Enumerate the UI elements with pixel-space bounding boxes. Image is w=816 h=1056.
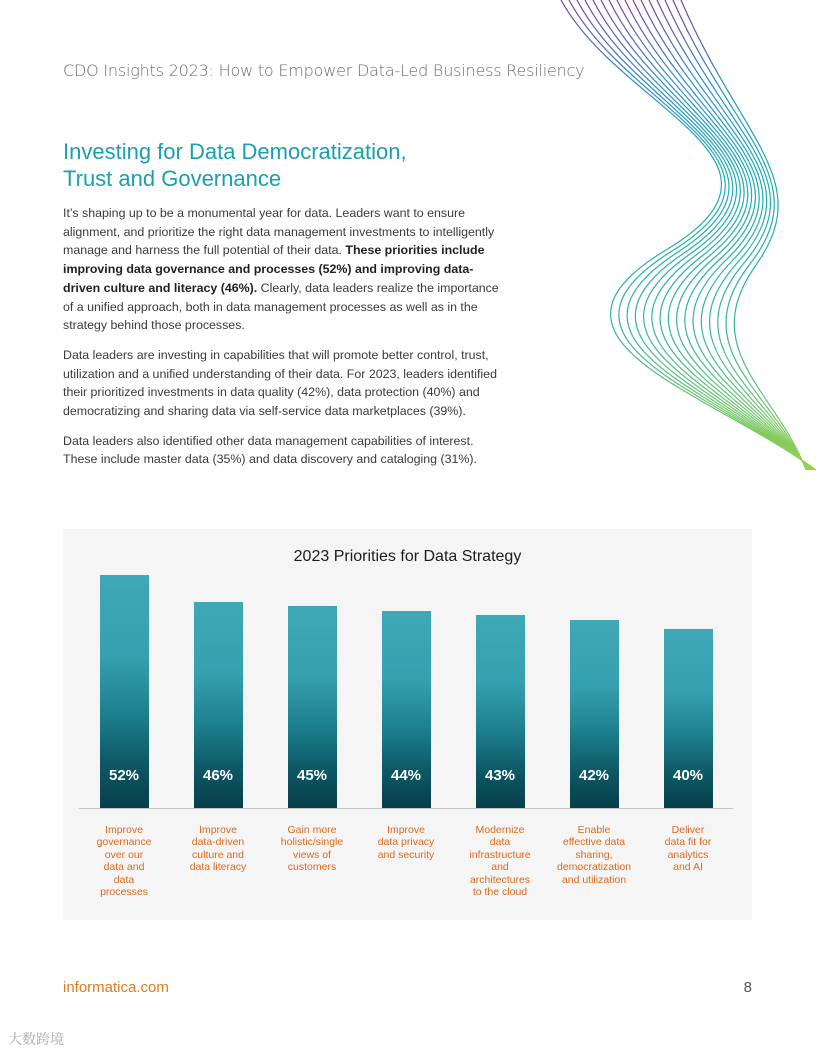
wave-line: [633, 0, 810, 470]
category-label-line: effective data: [562, 836, 626, 849]
bar-value-label: 43%: [484, 767, 516, 784]
section-title-line-1: Investing for Data Democratization,: [63, 139, 407, 164]
category-label-line: Improve: [199, 824, 237, 836]
category-label-line: infrastructure: [469, 848, 531, 861]
category-label-line: Modernize: [475, 824, 525, 836]
wave-line: [657, 0, 808, 470]
paragraph-3: Data leaders also identified other data management capabilities of interest. These include master data (35%) and data discovery and cataloging (31%).: [63, 433, 477, 467]
bar-value-label: 45%: [296, 767, 328, 784]
category-label-line: sharing,: [575, 848, 613, 861]
category-label-line: over our: [104, 848, 144, 861]
category-label-line: data and: [103, 861, 145, 874]
category-label-line: and AI: [673, 861, 703, 874]
category-label-line: democratization: [556, 861, 632, 874]
category-label-line: data privacy: [377, 836, 435, 849]
category-label-line: architectures: [469, 873, 531, 886]
section-title: [63, 138, 483, 192]
category-label-line: Improve: [387, 824, 425, 836]
bar-chart: [63, 529, 752, 920]
document-header: CDO Insights 2023: How to Empower Data-Led Business Resiliency: [63, 61, 585, 80]
category-label: [79, 824, 169, 898]
category-label: [267, 824, 357, 874]
category-label-line: data fit for: [664, 836, 712, 849]
category-label-line: analytics: [667, 848, 709, 861]
category-label: [455, 824, 545, 898]
category-label-line: culture and: [192, 848, 244, 861]
category-label-line: views of: [293, 848, 331, 861]
category-label-line: and: [491, 861, 509, 874]
category-label-line: data-driven: [191, 836, 245, 849]
category-label-line: Enable: [577, 824, 611, 836]
category-label-line: data literacy: [189, 861, 247, 874]
bar-value-label: 40%: [672, 767, 704, 784]
wave-line: [625, 0, 811, 470]
paragraph-2: Data leaders are investing in capabilities that will promote better control, trust, utilization and a unified understanding of their data. For 2023, leaders identified their prioritized investments in data quality (42%), data protection (40%) and democratizing and sharing data via self-service data marketplaces (39%).: [63, 347, 497, 419]
bar-value-label: 44%: [390, 767, 422, 784]
page-number: 8: [743, 979, 752, 996]
bar-value-label: 46%: [202, 767, 234, 784]
wave-line: [561, 0, 816, 470]
wave-line: [569, 0, 815, 470]
wave-line: [673, 0, 807, 470]
category-label-line: Deliver: [671, 824, 705, 836]
chart-baseline: [79, 808, 733, 809]
category-label: [361, 824, 451, 861]
bar-value-label: 42%: [578, 767, 610, 784]
category-label: [173, 824, 263, 874]
category-label-line: Improve: [105, 824, 143, 836]
wave-line: [617, 0, 811, 470]
category-label-line: data: [113, 873, 135, 886]
paragraph-1-text-b: Clearly, data leaders realize the importance of a unified approach, both in data management processes as well as in the strategy behind those processes.: [63, 280, 499, 333]
category-label-line: Gain more: [287, 824, 337, 836]
category-label-line: to the cloud: [472, 886, 528, 899]
category-label: [549, 824, 639, 886]
paragraph-1-bold-text: These priorities include improving data governance and processes (52%) and improving data-driven culture and literacy (46%).: [63, 243, 485, 295]
watermark: 大数跨境: [8, 1032, 64, 1048]
category-label-line: and security: [377, 848, 435, 861]
chart-title: 2023 Priorities for Data Strategy: [293, 548, 522, 565]
category-label-line: governance: [96, 836, 152, 849]
footer-website-link[interactable]: informatica.com: [63, 979, 169, 996]
category-label-line: data: [489, 836, 511, 849]
paragraph-1: [63, 204, 503, 335]
category-label-line: holistic/single: [280, 836, 344, 849]
category-label-line: processes: [100, 886, 148, 899]
category-label-line: and utilization: [561, 873, 627, 886]
category-label: [643, 824, 733, 874]
paragraph-1-text-a: It’s shaping up to be a monumental year for data. Leaders want to ensure alignment, and prioritize the right data management investments to intelligently manage and harness the full potential of their data.: [63, 206, 495, 258]
bar-value-label: 52%: [108, 767, 140, 784]
body-text: [63, 204, 503, 480]
decorative-wave-lines: [556, 0, 816, 470]
category-label-line: customers: [287, 861, 337, 874]
section-title-line-2: Trust and Governance: [63, 166, 282, 191]
